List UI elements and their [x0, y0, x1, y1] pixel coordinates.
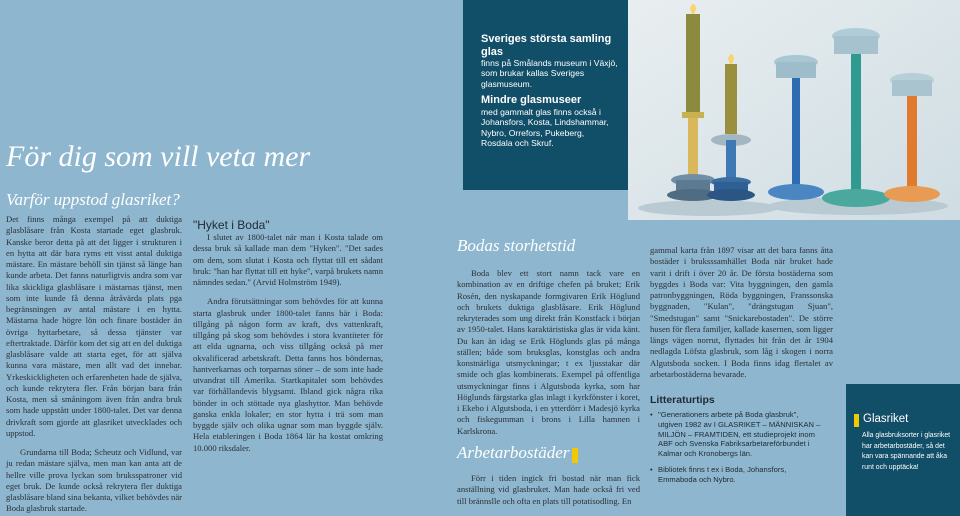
glasriket-box	[846, 384, 960, 516]
arbetarbostader-heading: Arbetarbostäder	[457, 443, 570, 462]
glasriket-mark-icon	[572, 448, 578, 463]
museum-text: finns på Smålands museum i Växjö, som brukar kallas Sveriges glasmuseum.	[481, 58, 618, 89]
article-column-3b	[457, 473, 640, 507]
paragraph: Det finns många exempel på att duktiga glasblåsare från Kosta startade eget glasbruk. Kanske beror detta på att det ligger i strukturen i en hytta att där bara ryms ett visst antal duktiga mästare. En mästare behöll sin tjänst så länge han kunde arbeta. Det fanns naturligtvis andra som var lika skickliga glasblåsare i mästarnas tjänst, men som inte kunde få denna åtråvärda plats pga begränsningen av antal mästare i en hytta. Mästarna hade högre lön och finare bostäder än övriga hyttarbetare, så dessa tjänster var eftertraktade. Därför kom det sig att en del duktiga glasblåsare valde att starta eget, för att själva kunna vara mästare, men allt vad det innebar. Yrkeskickligheten och erfarenheten hade de själva, och kunde rekrytera fler. Från början bara från Kosta, men så småningom även från andra bruk som hade uppstått under 1800-talet. Det var denna drivkraft som gjorde att glasriket utvecklades och uppstod.	[6, 214, 182, 438]
article-column-3	[457, 268, 640, 437]
literature-item: • "Generationers arbete på Boda glasbruk", utgiven 1982 av I GLASRIKET – MÄNNISKAN – MILJÖN – FRAMTIDEN, ett studieprojekt inom ABF och Svenska Fabriksarbetareförbundet i Kalmar och Kronobergs län.	[658, 410, 825, 459]
paragraph: Förr i tiden ingick fri bostad när man fick anställning vid glasbruket. Man hade också fri ved till brännslle och ofta en plats till potatisodling. En	[457, 473, 640, 506]
literature-tips	[650, 394, 825, 491]
glasriket-title: Glasriket	[863, 413, 909, 425]
glasriket-text: Alla glasbruksorter i glasriket har arbetarbostäder, så det kan vara spännande att åka runt och upptäcka!	[862, 432, 951, 471]
candleholder-illustration	[628, 0, 960, 220]
page-title: För dig som vill veta mer	[6, 140, 311, 173]
small-museums-text: med gammalt glas finns också i Johansfors, Kosta, Lindshammar, Nybro, Orrefors, Pukeberg, Rosdala och Skruf.	[481, 106, 609, 148]
paragraph: Andra förutsättningar som behövdes för att kunna starta glasbruk under 1800-talet fanns här i Boda: tillgång på någon form av kraft, dvs vattenkraft, tillgång på skog som behövdes i stora kvantiteter för att elda ugnarna, och viss tillgång också på mer okvalificerad arbetskraft. Detta fanns hos böndernas, hantverkarnas och torparnas söner – de som inte hade utvandrat till Amerika. Startkapitalet som behövdes var förhållandevis blygsamt. Ibland gick några rika bönder in och stöttade nya glashyttor. Man behövde ganska enkla lokaler; en stor hytta i trä som man byggde själv och olika ugnar som man byggde själv. Hela etableringen i Boda 1864 lär ha kostat omkring 10.000 riksdaler.	[193, 296, 383, 453]
museum-info-box	[463, 0, 628, 190]
bodas-heading: Bodas storhetstid	[457, 236, 576, 255]
literature-heading: Litteraturtips	[650, 394, 715, 406]
hyket-heading: "Hyket i Boda"	[193, 218, 270, 232]
paragraph: gammal karta från 1897 visar att det bara fanns åtta bostäder i bruksssamhället Boda när bruket hade varit i drift i över 20 år. De första bostäderna som byggdes i Boda var: Vita byggningen, den gamla patronbyggningen, Röda byggningen, Franssonska byggnaden, "Kulan", "drängstugan Sjuan", "Smedstugan" samt "Snickarebostaden". De större husen för flera familjer, kallade kasernen, som ligger längs vägen norrut, flyttades hit från det år 1904 nedlagda Löfsta glasbruk, som låg i skogen i norra Algutsboda socken. I Boda finns idag flertalet av arbetarbostäderna bevarade.	[650, 245, 833, 379]
article-column-1	[6, 214, 182, 515]
museum-heading: Sveriges största samling glas	[481, 33, 612, 58]
article-column-4	[650, 245, 833, 380]
paragraph: Boda blev ett stort namn tack vare en kombination av en driftige chefen på bruket; Erik Rosén, den nyskapande formgivaren Erik Höglund och brukets duktiga glasblåsare. Erik Höglund rekryterades som ung direkt från Konstfack i början av 1950-talet. Hans karaktäristiska glas är vida känt. Du kan än idag se Erik Höglunds glas på många ställen; både som bruksglas, konstglas och andra konstnärliga utsmyckningar; t ex ljusstakar där smide och glas kombinerats. Exempel på offentliga utsmyckningar finns i Algutsboda kyrka, som har Höglunds färgstarka glas inlagt i kyrkfönster i koret, i Ekebo i Algutsboda, i en ytterdörr i Madesjö kyrka och fiskegumman i brons i Lilla hamnen i Karlskrona.	[457, 268, 640, 436]
paragraph: Grundarna till Boda; Scheutz och Vidlund, var ju redan mästare själva, men man kan anta att de hellre ville prova lyckan som bruksspatroner vid eget bruk. De kunde också rekrytera fler duktiga glasblåsare bland sina bekanta, vilket behövdes när Boda glasbruk startade.	[6, 447, 182, 514]
literature-item: • Bibliotek finns t ex i Boda, Johansfors, Emmaboda och Nybro.	[658, 465, 825, 485]
section-heading-why: Varför uppstod glasriket?	[6, 190, 180, 209]
small-museums-heading: Mindre glasmuseer	[481, 94, 582, 107]
candleholder-photo	[628, 0, 960, 220]
glasriket-logo-icon	[854, 414, 859, 427]
article-column-2	[193, 218, 383, 454]
paragraph: I slutet av 1800-talet när man i Kosta talade om dessa bruk så kallade man dem "Hyken". "Det sades om dem, som slutat i Kosta och flyttat till ett sådant bruk: "han har flyttat till ett hyke", varpå brukets namn nämndes sedan." (Arvid Holmström 1949).	[193, 232, 383, 287]
